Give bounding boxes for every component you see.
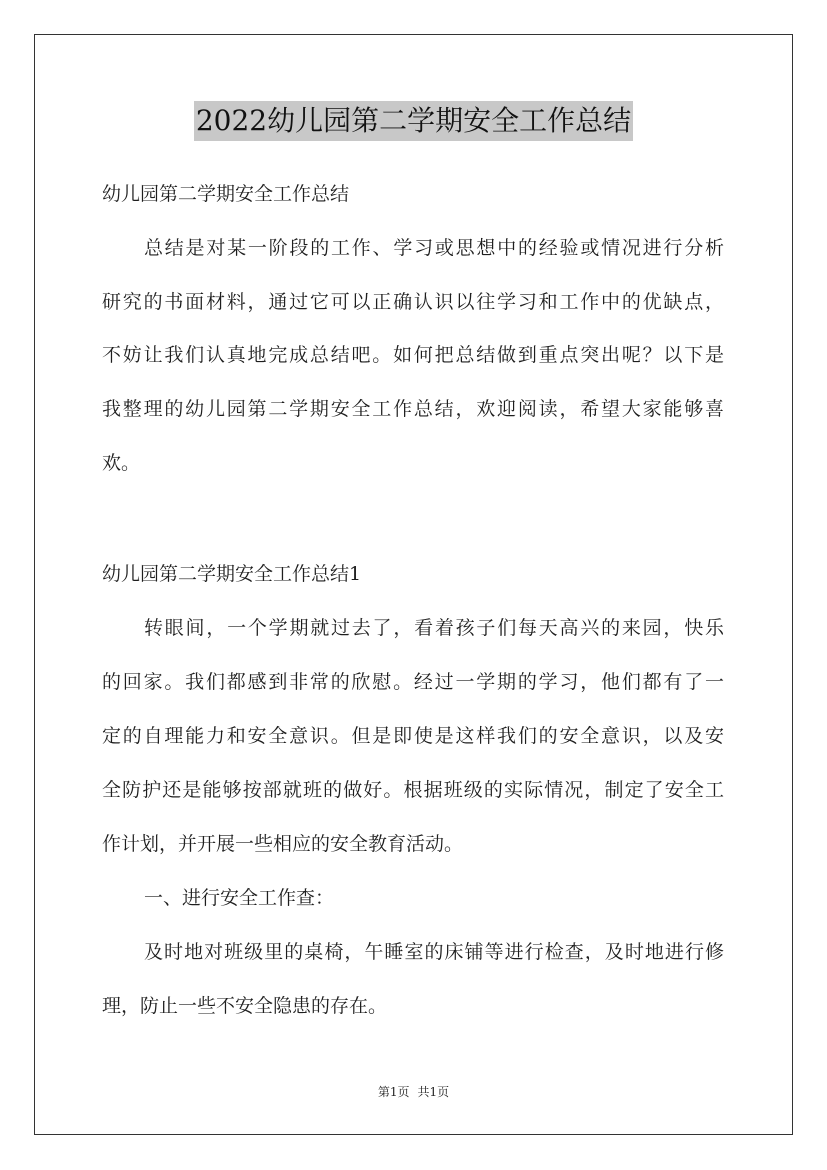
page-number-total: 共1页	[417, 1085, 450, 1099]
section-1-line-4: 全防护还是能够按部就班的做好。根据班级的实际情况，制定了安全工	[102, 779, 724, 801]
section-1-line-3: 定的自理能力和安全意识。但是即使是这样我们的安全意识，以及安	[102, 725, 724, 747]
section-1-line-5: 作计划，并开展一些相应的安全教育活动。	[102, 833, 464, 855]
page-footer	[0, 1084, 827, 1100]
intro-line-2: 研究的书面材料，通过它可以正确认识以往学习和工作中的优缺点，	[102, 291, 724, 313]
intro-line-3: 不妨让我们认真地完成总结吧。如何把总结做到重点突出呢？以下是	[102, 344, 724, 366]
item-1-line-2: 理，防止一些不安全隐患的存在。	[102, 995, 388, 1017]
section-1-line-2: 的回家。我们都感到非常的欣慰。经过一学期的学习，他们都有了一	[102, 671, 724, 693]
section-1-heading: 幼儿园第二学期安全工作总结1	[102, 563, 362, 585]
document-title-text: 2022幼儿园第二学期安全工作总结	[194, 101, 633, 141]
section-1-line-1: 转眼间，一个学期就过去了，看着孩子们每天高兴的来园，快乐	[144, 617, 724, 639]
document-subtitle: 幼儿园第二学期安全工作总结	[102, 183, 350, 205]
intro-line-1: 总结是对某一阶段的工作、学习或思想中的经验或情况进行分析	[144, 237, 724, 259]
intro-line-5: 欢。	[102, 452, 141, 474]
page-number-current: 第1页	[377, 1085, 410, 1099]
item-1-line-1: 及时地对班级里的桌椅，午睡室的床铺等进行检查，及时地进行修	[144, 941, 724, 963]
document-title	[0, 101, 827, 141]
item-1-heading: 一、进行安全工作查：	[144, 887, 335, 909]
intro-line-4: 我整理的幼儿园第二学期安全工作总结，欢迎阅读，希望大家能够喜	[102, 398, 724, 420]
